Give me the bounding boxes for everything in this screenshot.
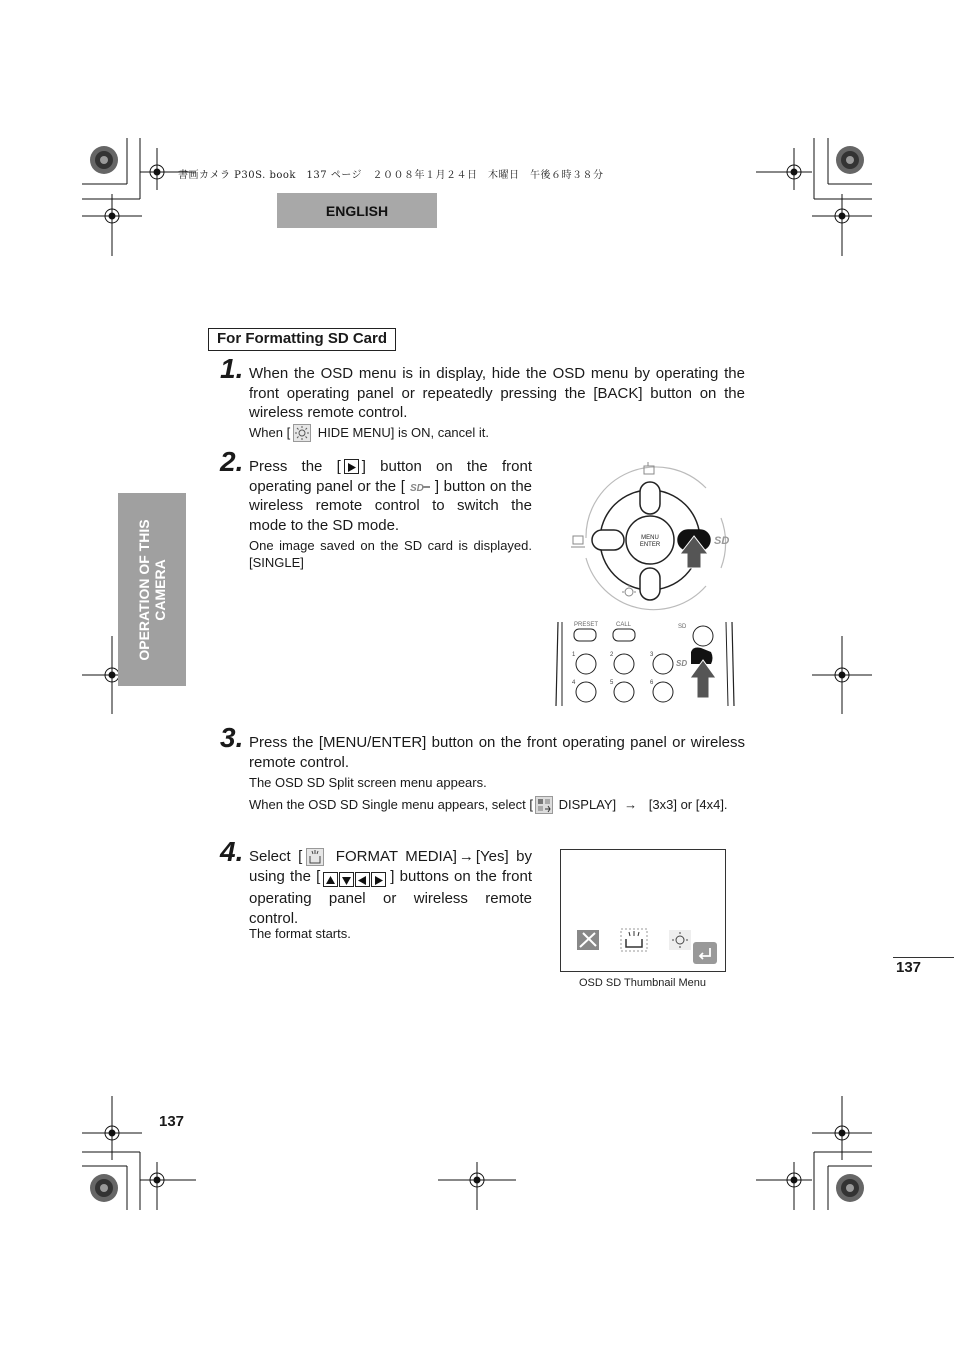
right-arrow-icon [371,872,386,887]
remote-key-3-label: 3 [650,652,654,658]
tools-icon [577,930,599,950]
step-2-note: One image saved on the SD card is displayed. [SINGLE] [249,538,532,570]
step-4-text-c: [Yes] by using the [ [249,848,532,885]
front-panel-illustration [556,458,746,608]
language-tab [277,193,437,228]
remote-key-4-label: 4 [572,680,576,686]
sd-button-icon [408,480,432,494]
section-title: For Formatting SD Card [208,328,396,351]
step-3-note-2 [249,796,745,814]
left-arrow-icon [355,872,370,887]
pc-mode-icon [571,536,585,547]
chapter-side-tab-label [136,500,168,680]
step-2-text-b: ] button on the front operating panel or the [ [249,458,532,495]
up-arrow-icon [323,872,338,887]
svg-text:SD: SD [409,482,424,494]
remote-key-2-label: 2 [610,652,614,658]
step-1-number: 1. [220,353,244,384]
remote-label-preset: PRESET [574,622,599,628]
step-2-text-c: ] button on the wireless remote control to switch the mode to the SD mode. [249,477,532,534]
chapter-label-line1: OPERATION OF THIS [136,518,152,661]
step-4-text-b: FORMAT MEDIA] [328,848,457,865]
menu-enter-label-2: ENTER [639,542,661,548]
print-meta-line: 書画カメラ P30S. book 137 ページ ２００８年１月２４日 木曜日 午後６時３８分 [178,170,604,181]
step-1-note-prefix: When [ [249,425,291,440]
step-2-text-a: Press the [ [249,458,341,475]
step-2-number: 2. [220,446,244,477]
menu-enter-label-1: MENU [641,535,659,541]
remote-label-call: CALL [616,622,632,628]
remote-key-6-label: 6 [650,680,654,686]
play-button-icon [344,459,359,474]
remote-label-sd: SD [678,624,687,630]
step-2-text [249,457,532,535]
step-3-note-2-c: [3x3] or [4x4]. [645,797,728,812]
hide-menu-menu-icon [669,930,691,950]
format-media-icon [306,848,324,866]
remote-sd-icon: SD [676,659,688,668]
remote-key-1-label: 1 [572,652,576,658]
step-1-text: When the OSD menu is in display, hide the OSD menu by operating the front operating panel or repeatedly pressing the [BACK] button on the wireless remote control. [249,365,745,421]
remote-key-5-label: 5 [610,680,614,686]
thumb-index-page-number: 137 [896,959,922,976]
remote-press-arrow-icon [690,660,716,698]
step-4-number: 4. [220,836,244,867]
arrow-buttons-icon [323,870,387,890]
osd-thumbnail-screen [560,849,726,972]
down-arrow-icon [339,872,354,887]
step-3-number: 3. [220,722,244,753]
page-number: 137 [159,1113,185,1130]
step-3-note-2-b: DISPLAY] [554,797,617,812]
step-4-text-a: Select [ [249,848,303,865]
step-3-note-2-a: When the OSD SD Single menu appears, select [ [249,797,533,812]
step-4-text-d: ] buttons on the front operating panel or wireless remote control. [249,867,532,927]
step-4-text [249,847,532,928]
step-4-arrow: → [458,848,474,865]
format-media-menu-icon [621,929,647,951]
step-4-note: The format starts. [249,926,351,941]
step-3-arrow: → [624,797,638,812]
osd-caption: OSD SD Thumbnail Menu [579,977,706,989]
remote-control-illustration [556,622,736,706]
display-icon [535,796,553,814]
chapter-label-line2: CAMERA [152,558,168,621]
back-icon [693,942,717,964]
sd-mode-icon: SD [714,535,730,547]
step-3-note-1: The OSD SD Split screen menu appears. [249,775,487,790]
chapter-side-tab [118,493,186,686]
thumb-index-rule [893,957,954,958]
step-1-note [249,424,745,442]
step-3-text: Press the [MENU/ENTER] button on the front operating panel or wireless remote control. [249,734,745,771]
hide-menu-icon [293,424,311,442]
language-tab-label: ENGLISH [325,202,389,219]
step-1-note-suffix: HIDE MENU] is ON, cancel it. [314,425,489,440]
